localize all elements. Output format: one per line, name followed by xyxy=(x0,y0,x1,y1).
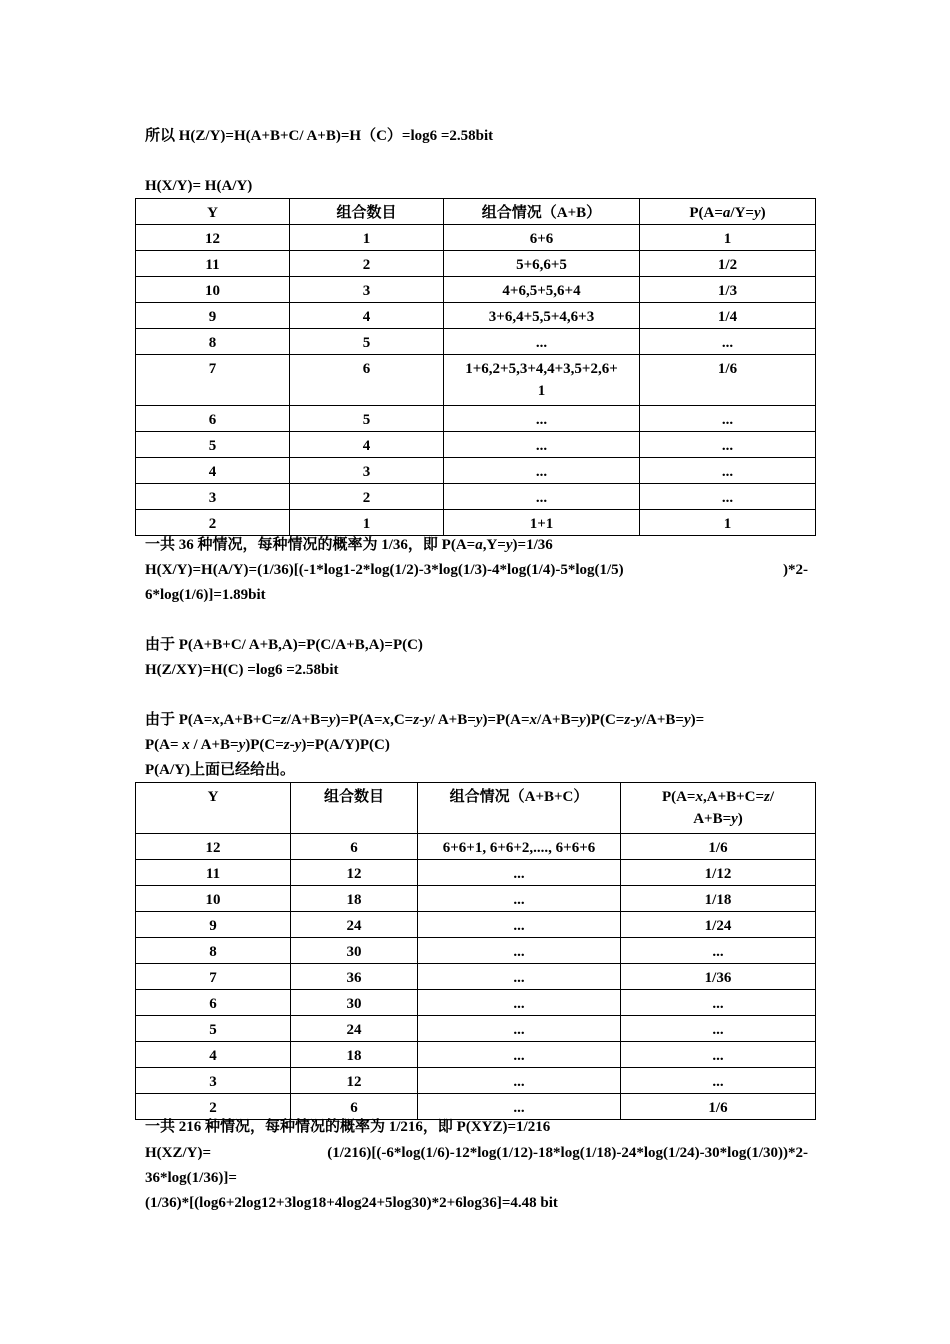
cell: 5 xyxy=(290,406,444,432)
cell: 1/3 xyxy=(640,277,816,303)
cell: ... xyxy=(444,484,640,510)
cell: ... xyxy=(418,886,621,912)
header-y: Y xyxy=(136,199,290,225)
table-row xyxy=(136,938,816,964)
table-row xyxy=(136,834,816,860)
cell: 1 xyxy=(290,510,444,536)
cell: 18 xyxy=(291,886,418,912)
cell: ... xyxy=(418,1042,621,1068)
cell: 1/4 xyxy=(640,303,816,329)
cell: ... xyxy=(444,406,640,432)
text-line-2: H(X/Y)= H(A/Y) xyxy=(145,178,253,194)
cell-line: 1 xyxy=(537,383,546,399)
text-line-3: 一共 36 种情况，每种情况的概率为 1/36，即 P(A=a,Y=y)=1/36 xyxy=(145,537,553,553)
header-combos: 组合情况（A+B+C） xyxy=(418,783,621,834)
cell: 3 xyxy=(290,458,444,484)
cell: 6 xyxy=(291,834,418,860)
cell: ... xyxy=(418,1068,621,1094)
cell: 12 xyxy=(136,834,291,860)
cell: ... xyxy=(418,1094,621,1120)
header-combos: 组合情况（A+B） xyxy=(444,199,640,225)
cell: 12 xyxy=(291,1068,418,1094)
table-row xyxy=(136,912,816,938)
cell: 2 xyxy=(136,1094,291,1120)
cell: 9 xyxy=(136,912,291,938)
cell: 36 xyxy=(291,964,418,990)
cell: 30 xyxy=(291,990,418,1016)
cell xyxy=(444,355,640,406)
cell: ... xyxy=(444,458,640,484)
cell: ... xyxy=(621,1016,816,1042)
cell: 4 xyxy=(290,432,444,458)
header-prob: P(A=x,A+B+C=z/ A+B=y) xyxy=(621,783,816,834)
cell: 7 xyxy=(136,964,291,990)
cell: 1 xyxy=(290,225,444,251)
table-row xyxy=(136,860,816,886)
table-header-row xyxy=(136,783,816,834)
table-row xyxy=(136,458,816,484)
cell: 6+6 xyxy=(444,225,640,251)
table-header-row xyxy=(136,199,816,225)
cell: ... xyxy=(444,329,640,355)
table-row xyxy=(136,432,816,458)
table-row xyxy=(136,329,816,355)
cell: 1/2 xyxy=(640,251,816,277)
cell: 1/6 xyxy=(621,834,816,860)
cell: 10 xyxy=(136,886,291,912)
cell: ... xyxy=(640,406,816,432)
cell: 8 xyxy=(136,329,290,355)
cell: ... xyxy=(418,938,621,964)
formula-part: (1/216)[(-6*log(1/6)-12*log(1/12)-18*log(1/18)-24*log(1/24)-30*log(1/30))*2- xyxy=(327,1145,808,1161)
cell: 24 xyxy=(291,912,418,938)
cell: 5+6,6+5 xyxy=(444,251,640,277)
text-line-14: (1/36)*[(log6+2log12+3log18+4log24+5log30)*2+6log36]=4.48 bit xyxy=(145,1195,558,1211)
cell: 6+6+1, 6+6+2,...., 6+6+6 xyxy=(418,834,621,860)
cell: 3 xyxy=(136,484,290,510)
cell: ... xyxy=(640,329,816,355)
cell: 6 xyxy=(291,1094,418,1120)
header-y: Y xyxy=(136,783,291,834)
table-row xyxy=(136,406,816,432)
cell: ... xyxy=(621,1042,816,1068)
text-line-9: P(A= x / A+B=y)P(C=z-y)=P(A/Y)P(C) xyxy=(145,737,390,753)
table-row xyxy=(136,225,816,251)
table-row xyxy=(136,277,816,303)
cell: 2 xyxy=(290,484,444,510)
cell: 11 xyxy=(136,251,290,277)
cell: ... xyxy=(640,432,816,458)
cell: 4 xyxy=(290,303,444,329)
cell: 18 xyxy=(291,1042,418,1068)
cell: 1/12 xyxy=(621,860,816,886)
text-line-13: 36*log(1/36)]= xyxy=(145,1170,237,1186)
cell: 1+1 xyxy=(444,510,640,536)
cell: 3 xyxy=(290,277,444,303)
cell: 1/6 xyxy=(621,1094,816,1120)
text-line-11: 一共 216 种情况，每种情况的概率为 1/216，即 P(XYZ)=1/216 xyxy=(145,1119,551,1135)
cell: 7 xyxy=(136,355,290,406)
cell: 1/6 xyxy=(640,355,816,406)
cell: 4+6,5+5,6+4 xyxy=(444,277,640,303)
cell: 30 xyxy=(291,938,418,964)
cell: ... xyxy=(640,458,816,484)
cell: ... xyxy=(418,990,621,1016)
text-line-8: 由于 P(A=x,A+B+C=z/A+B=y)=P(A=x,C=z-y/ A+B=y)=P(A=x/A+B=y)P(C=z-y/A+B=y)= xyxy=(145,712,705,728)
cell: 6 xyxy=(136,990,291,1016)
cell: ... xyxy=(640,484,816,510)
cell: 12 xyxy=(291,860,418,886)
cell: 12 xyxy=(136,225,290,251)
cell: ... xyxy=(621,990,816,1016)
formula-part: H(XZ/Y)= xyxy=(145,1145,212,1161)
cell: 4 xyxy=(136,458,290,484)
table-row xyxy=(136,1042,816,1068)
formula-part: )*2- xyxy=(783,562,808,578)
cell: ... xyxy=(444,432,640,458)
cell: ... xyxy=(418,860,621,886)
cell-line: 1+6,2+5,3+4,4+3,5+2,6+ xyxy=(465,361,618,377)
text-line-1: 所以 H(Z/Y)=H(A+B+C/ A+B)=H（C）=log6 =2.58bit xyxy=(145,128,494,144)
cell: 5 xyxy=(136,1016,291,1042)
table-row xyxy=(136,355,816,406)
cell: 4 xyxy=(136,1042,291,1068)
text-line-5: 6*log(1/6)]=1.89bit xyxy=(145,587,266,603)
header-count: 组合数目 xyxy=(291,783,418,834)
table-row xyxy=(136,303,816,329)
cell: 1 xyxy=(640,225,816,251)
cell: 6 xyxy=(290,355,444,406)
cell: 5 xyxy=(136,432,290,458)
cell: 8 xyxy=(136,938,291,964)
cell: 3+6,4+5,5+4,6+3 xyxy=(444,303,640,329)
cell: 3 xyxy=(136,1068,291,1094)
table-p-a-c-given-y xyxy=(135,782,816,1120)
table-row xyxy=(136,510,816,536)
table-row xyxy=(136,1016,816,1042)
text-line-10: P(A/Y)上面已经给出。 xyxy=(145,762,295,778)
cell: ... xyxy=(621,1068,816,1094)
cell: 6 xyxy=(136,406,290,432)
cell: ... xyxy=(418,964,621,990)
cell: 1 xyxy=(640,510,816,536)
formula-h-x-given-y xyxy=(145,560,808,580)
table-row xyxy=(136,964,816,990)
text-line-6: 由于 P(A+B+C/ A+B,A)=P(C/A+B,A)=P(C) xyxy=(145,637,423,653)
table-p-a-given-y xyxy=(135,198,816,536)
formula-h-xz-given-y xyxy=(145,1143,808,1163)
cell: 24 xyxy=(291,1016,418,1042)
cell: 10 xyxy=(136,277,290,303)
table-row xyxy=(136,484,816,510)
table-row xyxy=(136,886,816,912)
header-count: 组合数目 xyxy=(290,199,444,225)
table-row xyxy=(136,1094,816,1120)
cell: ... xyxy=(418,1016,621,1042)
cell: 2 xyxy=(290,251,444,277)
cell: ... xyxy=(621,938,816,964)
cell: 1/36 xyxy=(621,964,816,990)
table-row xyxy=(136,1068,816,1094)
cell: 9 xyxy=(136,303,290,329)
cell: 5 xyxy=(290,329,444,355)
cell: 11 xyxy=(136,860,291,886)
table-row xyxy=(136,251,816,277)
cell: 1/24 xyxy=(621,912,816,938)
table-row xyxy=(136,990,816,1016)
formula-part: H(X/Y)=H(A/Y)=(1/36)[(-1*log1-2*log(1/2)-3*log(1/3)-4*log(1/4)-5*log(1/5) xyxy=(145,562,624,578)
cell: 1/18 xyxy=(621,886,816,912)
cell: 2 xyxy=(136,510,290,536)
text-line-7: H(Z/XY)=H(C) =log6 =2.58bit xyxy=(145,662,339,678)
header-prob: P(A=a/Y=y) xyxy=(640,199,816,225)
cell: ... xyxy=(418,912,621,938)
